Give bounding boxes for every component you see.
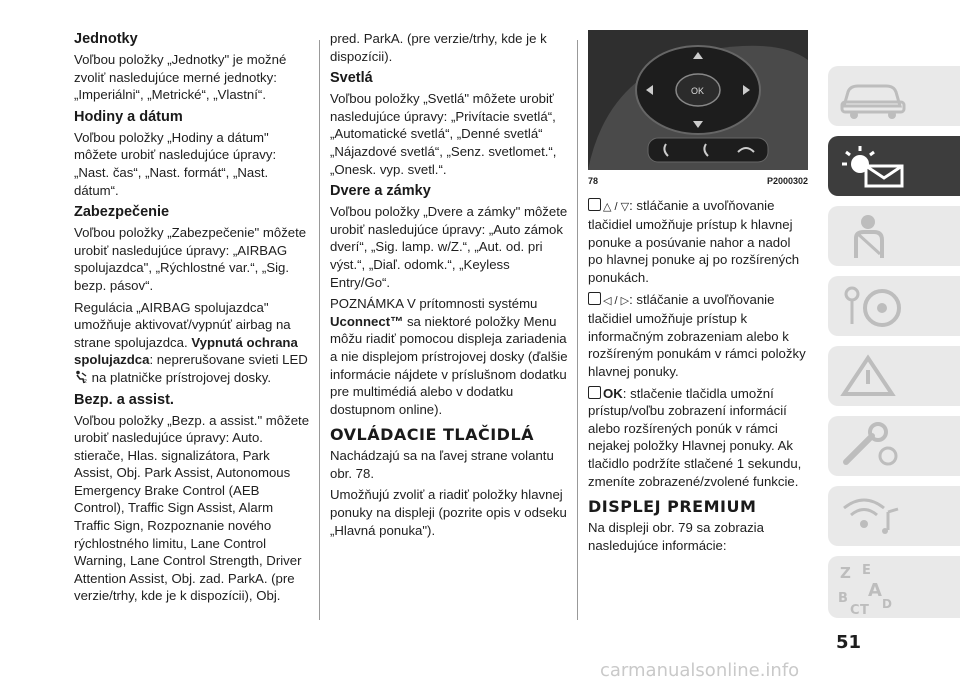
section-title-assist: Bezp. a assist. (74, 391, 174, 408)
seatbelt-person-icon (838, 212, 908, 260)
section-body-assist: Voľbou položky „Bezp. a assist." môžete urobiť nasledujúce úpravy: Auto. stierače, Hlas. signalizátora, Park Assist, Obj. Park Assist, Autonomous Emergency Brake Control (AEB Control), Traffic Sign Assist, Alarm Traffic Sign, Rozpoznanie nového rýchlostného limitu, Lane Control Warning, Lane Control Strength, Driver Attention Assist, Obj. zad. ParkA. (pre verzie/trhy, kde je k dispozícii), Obj. (74, 412, 310, 604)
chapter-tabs (828, 66, 960, 628)
section-body-clock: Voľbou položky „Hodiny a dátum" môžete urobiť nasledujúce úpravy: „Nast. čas“, „Nast. formát“, „Nast. dátum“. (74, 129, 277, 198)
tab-multimedia[interactable] (828, 486, 960, 546)
section-body-doors: Voľbou položky „Dvere a zámky" môžete urobiť nasledujúce úpravy: „Auto zámok dverí“, „Sig. lamp. w/Z.“, „Aut. od. pri výst.“, „Diaľ. odomk.“, „Keyless Entry/Go“. (330, 204, 568, 290)
button-icon (588, 198, 601, 211)
tab-maintenance[interactable] (828, 416, 960, 476)
section-title-security: Zabezpečenie (74, 204, 170, 221)
note-uconnect: POZNÁMKA V prítomnosti systému Uconnect™ sa niektoré položky Menu môžu riadiť pomocou displeja zariadenia a nie displejom prístrojovej dosky (ďalšie informácie nájdete v príslušnom dodatku pre multimédiá alebo v dodatku dostupnom online). (330, 296, 568, 417)
steering-wheel-illustration (588, 30, 808, 170)
section-title-lights: Svetlá (330, 70, 373, 87)
tab-driving[interactable] (828, 276, 960, 336)
svg-text:D: D (882, 597, 892, 611)
steering-wheel-controls-photo (588, 30, 808, 170)
section-body-controls-1: Nachádzajú sa na ľavej strane volantu obr. 78. (330, 448, 554, 481)
section-body-premium-display: Na displeji obr. 79 sa zobrazia nasledujúce informácie: (588, 520, 764, 553)
wifi-music-icon (838, 492, 908, 540)
leftright-buttons-desc: ◁ / ▷: stláčanie a uvoľňovanie tlačidiel umožňuje prístup k informačným zobrazeniam alebo k rozšíreným ponukám v rámci položky hlavnej ponuky. (588, 291, 806, 379)
ok-label: OK (603, 385, 623, 401)
tab-safety[interactable] (828, 206, 960, 266)
section-body-airbag: Regulácia „AIRBAG spolujazdca" umožňuje aktivovať/vypnúť airbag na strane spolujazdca. Vypnutá ochrana spolujazdca: neprerušovane svieti LED 2 na platničke prístrojovej dosky. (74, 299, 308, 385)
up-down-arrow-icon: △ / ▽ (603, 200, 630, 213)
button-icon (588, 386, 601, 399)
figure-number: 78 (588, 176, 599, 186)
section-title-premium-display: DISPLEJ PREMIUM (588, 497, 757, 517)
airbag-off-icon (74, 370, 88, 384)
tab-emergency[interactable] (828, 346, 960, 406)
assist-continuation: pred. ParkA. (pre verzie/trhy, kde je k dispozícii). (330, 31, 547, 64)
column-divider-1 (319, 40, 320, 620)
svg-text:T: T (860, 603, 869, 618)
page-number: 51 (836, 632, 862, 653)
section-body-lights: Voľbou položky „Svetlá" môžete urobiť nasledujúce úpravy: „Privítacie svetlá“, „Automatické svetlá“, „Denné svetlá“ „Nájazdové svetlá“, „Senz. svetlomet.“, „Onesk. vyp. svetl.“. (330, 91, 557, 177)
wrench-icon (838, 422, 908, 470)
svg-text:B: B (838, 591, 848, 606)
warning-light-message-icon (838, 142, 908, 190)
svg-text:C: C (850, 603, 860, 618)
tab-vehicle[interactable] (828, 66, 960, 126)
alphabet-index-icon (838, 562, 908, 618)
svg-text:Z: Z (840, 564, 851, 582)
section-title-controls: OVLÁDACIE TLAČIDLÁ (330, 425, 535, 445)
svg-text:2: 2 (84, 378, 87, 384)
tab-warning-lights[interactable] (828, 136, 960, 196)
section-body-units: Voľbou položky „Jednotky" je možné zvoliť nasledujúce merné jednotky: „Imperiálni“, „Metrické“, „Vlastní“. (74, 52, 287, 103)
button-icon (588, 292, 601, 305)
ok-button-desc: OK: stlačenie tlačidla umožní prístup/voľbu zobrazení informácií alebo rozšírených ponúk v rámci nejakej položky Hlavnej ponuky. Ak tlačidlo podržíte stlačené 1 sekundu, zmeníte zobrazené/zvolené funkcie. (588, 385, 802, 489)
left-right-arrow-icon: ◁ / ▷ (603, 294, 630, 307)
car-icon (838, 72, 908, 120)
ok-button-label: OK (691, 86, 705, 96)
key-steering-wheel-icon (838, 282, 908, 330)
watermark: carmanualsonline.info (600, 660, 800, 681)
svg-text:E: E (862, 563, 871, 578)
column-1 (74, 30, 310, 609)
figure-caption (588, 173, 808, 191)
svg-text:A: A (868, 580, 882, 601)
column-3 (588, 30, 808, 558)
figure-code: P2000302 (766, 176, 808, 186)
section-body-security: Voľbou položky „Zabezpečenie" môžete urobiť nasledujúce úpravy: „AIRBAG spolujazdca", „Rýchlostné var.“, „Sig. bezp. pásov“. (74, 225, 307, 293)
updown-buttons-desc: △ / ▽: stláčanie a uvoľňovanie tlačidiel umožňuje prístup k hlavnej ponuke a posúvanie nahor a nadol po hlavnej ponuke aj po rozšírených ponukách. (588, 197, 800, 285)
column-divider-2 (577, 40, 578, 620)
section-body-controls-2: Umožňujú zvoliť a riadiť položky hlavnej ponuky na displeji (pozrite opis v odseku „Hlavná ponuka"). (330, 487, 567, 538)
section-title-units: Jednotky (74, 31, 138, 47)
section-title-clock: Hodiny a dátum (74, 108, 183, 125)
section-title-doors: Dvere a zámky (330, 183, 431, 200)
airbag-off-label: Vypnutá ochrana spolujazdca (74, 334, 298, 368)
warning-triangle-icon (838, 352, 908, 400)
column-2 (330, 30, 568, 543)
tab-index[interactable] (828, 556, 960, 618)
